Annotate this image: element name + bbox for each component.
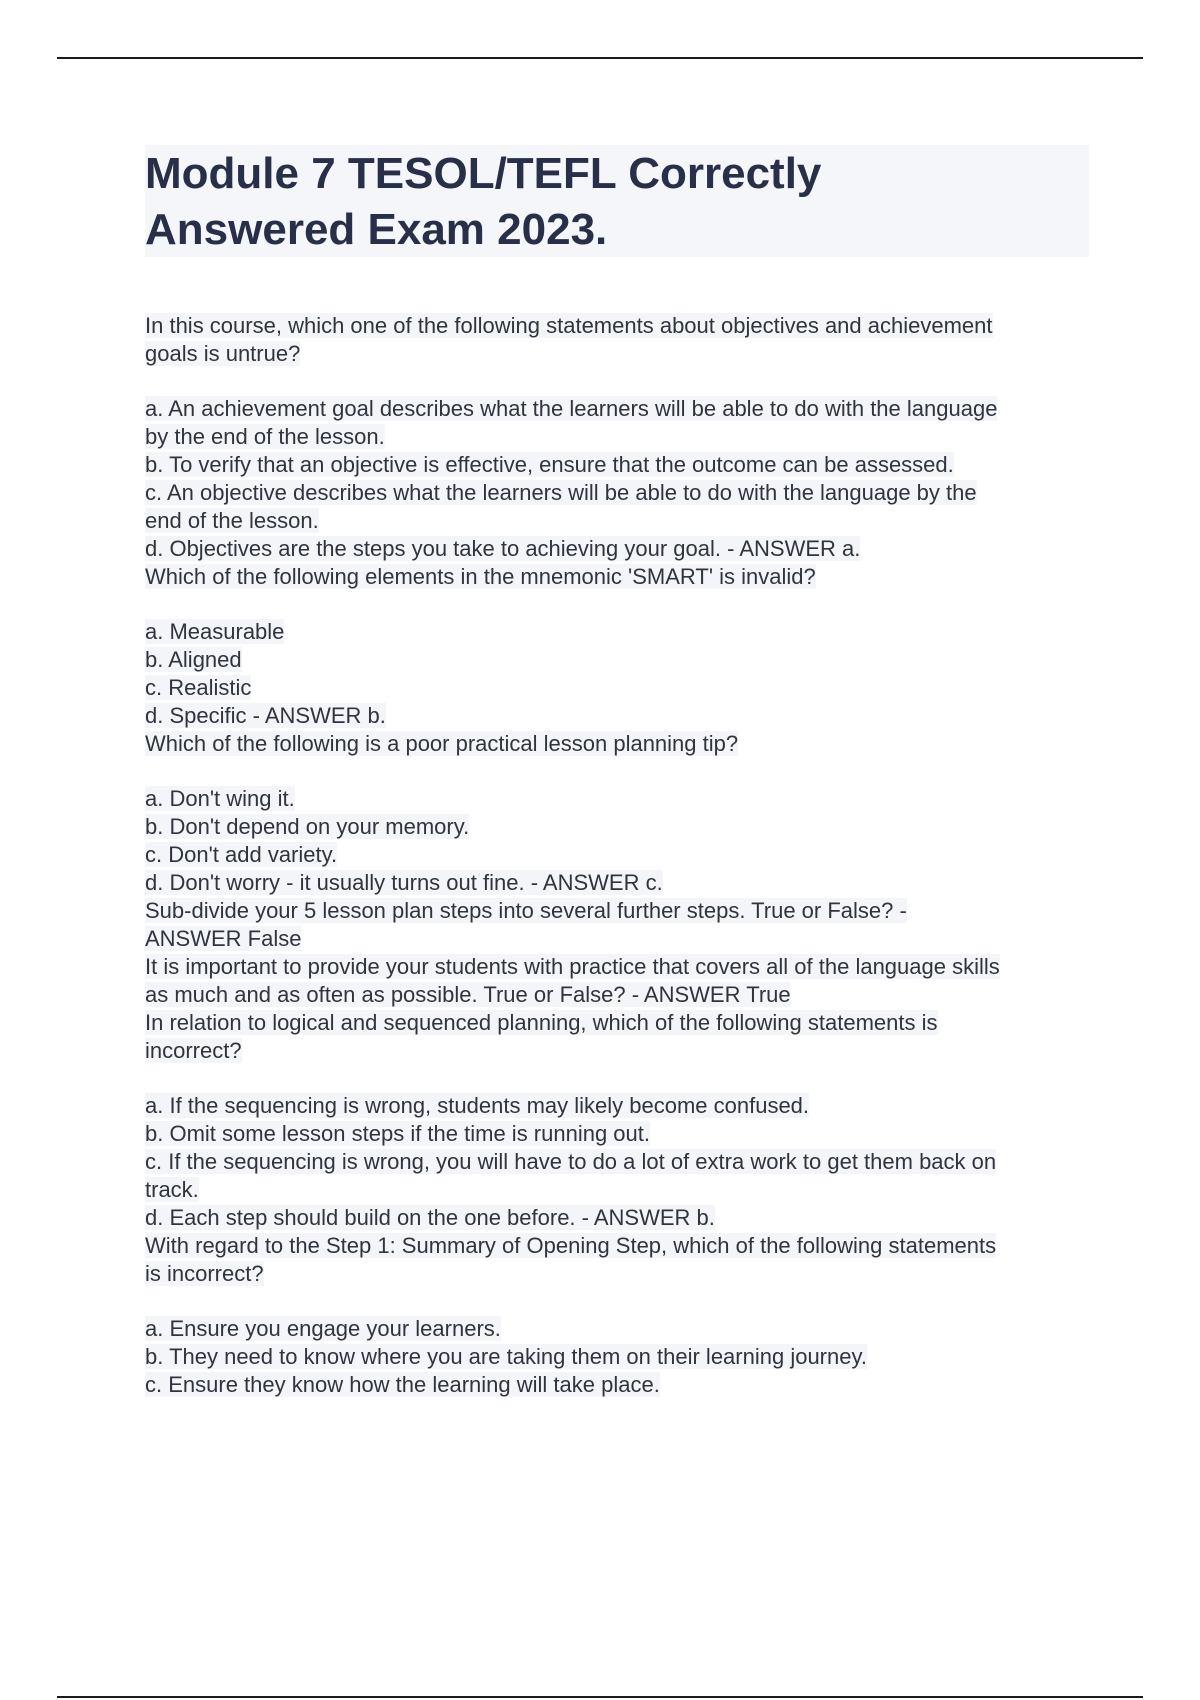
- text-line: [145, 1176, 1090, 1204]
- paragraph-gap: [145, 591, 1090, 618]
- text-line-content: a. If the sequencing is wrong, students may likely become confused.: [145, 1093, 810, 1118]
- text-line: [145, 785, 1090, 813]
- text-line: [145, 1148, 1090, 1176]
- text-line-content: b. They need to know where you are taking them on their learning journey.: [145, 1344, 867, 1369]
- text-line: [145, 1204, 1090, 1232]
- text-line: [145, 451, 1090, 479]
- text-line-content: by the end of the lesson.: [145, 424, 385, 449]
- text-line: [145, 507, 1090, 535]
- text-line: [145, 479, 1090, 507]
- text-line-content: d. Each step should build on the one before. - ANSWER b.: [145, 1205, 715, 1230]
- text-line-content: b. Don't depend on your memory.: [145, 814, 470, 839]
- text-line: [145, 535, 1090, 563]
- text-line: [145, 981, 1090, 1009]
- text-line-content: b. Omit some lesson steps if the time is running out.: [145, 1121, 651, 1146]
- text-line: [145, 1009, 1090, 1037]
- text-line-content: a. Measurable: [145, 619, 285, 644]
- text-line-content: a. Ensure you engage your learners.: [145, 1316, 501, 1341]
- text-line: [145, 423, 1090, 451]
- text-line-content: end of the lesson.: [145, 508, 319, 533]
- text-line-content: ANSWER False: [145, 926, 302, 951]
- text-line-content: b. To verify that an objective is effective, ensure that the outcome can be assessed.: [145, 452, 954, 477]
- text-line-content: With regard to the Step 1: Summary of Opening Step, which of the following statements: [145, 1233, 997, 1258]
- text-line: [145, 897, 1090, 925]
- text-line: [145, 312, 1090, 340]
- text-line: [145, 646, 1090, 674]
- text-line-content: Which of the following elements in the mnemonic 'SMART' is invalid?: [145, 564, 816, 589]
- text-line-content: c. Don't add variety.: [145, 842, 338, 867]
- text-line: [145, 1092, 1090, 1120]
- text-line-content: Which of the following is a poor practical lesson planning tip?: [145, 731, 739, 756]
- text-line-content: c. An objective describes what the learners will be able to do with the language by the: [145, 480, 977, 505]
- paragraph-gap: [145, 1288, 1090, 1315]
- text-line-content: In this course, which one of the following statements about objectives and achievement: [145, 313, 993, 338]
- text-line: [145, 841, 1090, 869]
- text-line: [145, 563, 1090, 591]
- text-line: [145, 925, 1090, 953]
- text-line-content: d. Objectives are the steps you take to achieving your goal. - ANSWER a.: [145, 536, 861, 561]
- text-line: [145, 869, 1090, 897]
- text-line: [145, 1120, 1090, 1148]
- text-line-content: c. Realistic: [145, 675, 252, 700]
- text-line: [145, 340, 1090, 368]
- text-line-content: d. Don't worry - it usually turns out fine. - ANSWER c.: [145, 870, 663, 895]
- text-line-content: track.: [145, 1177, 199, 1202]
- paragraph-gap: [145, 368, 1090, 395]
- document-body: [145, 312, 1090, 1399]
- text-line-content: as much and as often as possible. True or False? - ANSWER True: [145, 982, 791, 1007]
- paragraph-gap: [145, 758, 1090, 785]
- page-title: [145, 146, 1089, 258]
- text-line-content: Sub-divide your 5 lesson plan steps into several further steps. True or False? -: [145, 898, 907, 923]
- text-line: [145, 1371, 1090, 1399]
- text-line: [145, 674, 1090, 702]
- title-line: Answered Exam 2023.: [145, 205, 608, 254]
- text-line: [145, 953, 1090, 981]
- text-line: [145, 1037, 1090, 1065]
- paragraph-gap: [145, 1065, 1090, 1092]
- text-line-content: It is important to provide your students with practice that covers all of the language skills: [145, 954, 1000, 979]
- text-line: [145, 1315, 1090, 1343]
- text-line-content: d. Specific - ANSWER b.: [145, 703, 386, 728]
- text-line-content: a. An achievement goal describes what the learners will be able to do with the language: [145, 396, 998, 421]
- text-line-content: a. Don't wing it.: [145, 786, 295, 811]
- footer-rule: [57, 1696, 1143, 1698]
- text-line: [145, 1260, 1090, 1288]
- header-rule: [57, 57, 1143, 59]
- text-line: [145, 618, 1090, 646]
- text-line: [145, 730, 1090, 758]
- text-line: [145, 813, 1090, 841]
- text-line-content: c. If the sequencing is wrong, you will have to do a lot of extra work to get them back on: [145, 1149, 997, 1174]
- text-line-content: In relation to logical and sequenced planning, which of the following statements is: [145, 1010, 938, 1035]
- title-line: Module 7 TESOL/TEFL Correctly: [145, 149, 822, 198]
- text-line-content: c. Ensure they know how the learning will take place.: [145, 1372, 660, 1397]
- text-line: [145, 395, 1090, 423]
- text-line-content: b. Aligned: [145, 647, 242, 672]
- text-line: [145, 702, 1090, 730]
- text-line-content: goals is untrue?: [145, 341, 301, 366]
- text-line: [145, 1343, 1090, 1371]
- text-line: [145, 1232, 1090, 1260]
- text-line-content: incorrect?: [145, 1038, 242, 1063]
- text-line-content: is incorrect?: [145, 1261, 264, 1286]
